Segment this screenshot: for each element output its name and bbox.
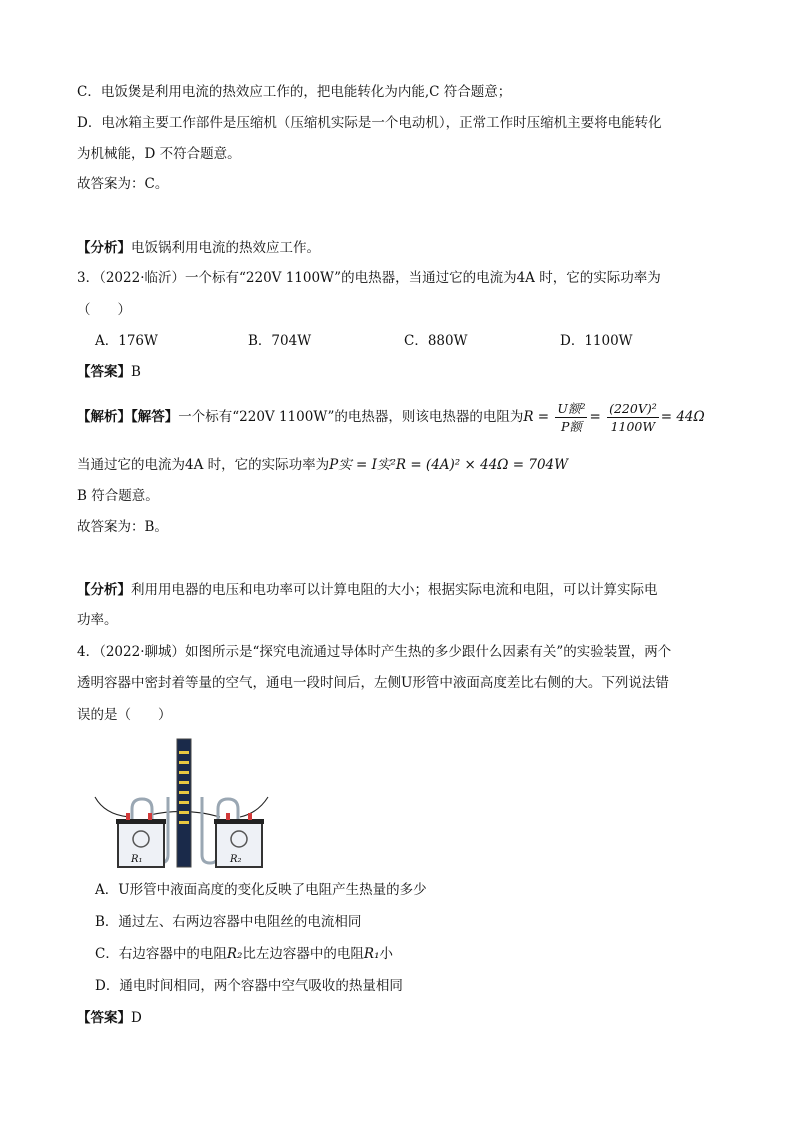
analysis-line-1: [77, 238, 320, 258]
analysis-text: 电饭锅利用电流的热效应工作。: [131, 240, 320, 256]
q3-blank: （ ）: [77, 302, 131, 318]
answer-line-b: 故答案为：B。: [77, 519, 168, 535]
formula-r-lhs: R =: [523, 409, 550, 425]
q4-option-b: B．通过左、右两边容器中电阻丝的电流相同: [95, 914, 362, 930]
lid-right: [214, 819, 264, 824]
terminal-left-2: [148, 813, 152, 820]
answer-value-q4: D: [131, 1010, 142, 1026]
q3-option-d: D．1100W: [560, 333, 633, 349]
q3-option-b: B．704W: [248, 333, 312, 349]
answer-value: B: [131, 364, 141, 380]
analysis-text-2: 利用用电器的电压和电功率可以计算电阻的大小；根据实际电流和电阻，可以计算实际电: [131, 582, 658, 598]
q4-option-c-pre: C．右边容器中的电阻: [95, 946, 227, 962]
q4-option-c-r1: R₁: [363, 946, 380, 962]
analysis-line-2: [77, 580, 658, 600]
solution-text: 一个标有“220V 1100W”的电热器，则该电热器的电阻为: [178, 409, 524, 425]
c-option-line: C．电饭煲是利用电流的热效应工作的，把电能转化为内能,C 符合题意；: [77, 84, 512, 100]
d-option-line-2: 为机械能，D 不符合题意。: [77, 146, 241, 162]
answer-line-c: 故答案为：C。: [77, 176, 169, 192]
fraction-2-denominator: 1100W: [610, 419, 656, 434]
answer-tag: 【答案】: [77, 364, 131, 380]
analysis-tag: 【分析】: [77, 240, 131, 256]
q4-option-d: D．通电时间相同，两个容器中空气吸收的热量相同: [95, 978, 403, 994]
q3-b-match-line: B 符合题意。: [77, 488, 159, 504]
lid-left: [116, 819, 166, 824]
q3-stem: 3．（2022·临沂）一个标有“220V 1100W”的电热器，当通过它的电流为4A 时，它的实际功率为: [77, 270, 661, 286]
label-r2: R₂: [230, 854, 242, 865]
analysis-line-2b: 功率。: [77, 612, 118, 628]
answer-tag-q4: 【答案】: [77, 1010, 131, 1026]
fraction-1-denominator: P额: [560, 419, 582, 434]
experiment-figure: [90, 737, 280, 872]
terminal-right-2: [248, 813, 252, 820]
q4-stem-1: 4．（2022·聊城）如图所示是“探究电流通过导体时产生热的多少跟什么因素有关”的实验装置，两个: [77, 644, 672, 660]
q4-answer-line: [77, 1008, 142, 1028]
terminal-right: [226, 813, 230, 820]
d-option-line-1: D．电冰箱主要工作部件是压缩机（压缩机实际是一个电动机），正常工作时压缩机主要将电能转化: [77, 115, 662, 131]
formula-result: = 44Ω: [660, 409, 705, 425]
q3-solution-line: [77, 398, 705, 436]
terminal-left: [126, 813, 130, 820]
q4-option-c-r2: R₂: [226, 946, 243, 962]
analysis-tag-2: 【分析】: [77, 582, 131, 598]
formula-power: P实 = I实²R = (4A)² × 44Ω = 704W: [329, 457, 569, 473]
q3-actual-power-line: [77, 455, 568, 475]
q3-option-a: A．176W: [95, 333, 158, 349]
q4-stem-3: 误的是（ ）: [77, 707, 172, 723]
fraction-2-numerator: (220V)²: [609, 401, 657, 416]
fraction-1-numerator: U额²: [557, 401, 586, 416]
solution-tag: 【解析】【解答】: [77, 409, 179, 425]
formula-fraction-2: [607, 400, 659, 435]
q3-option-c: C．880W: [404, 333, 468, 349]
label-r1: R₁: [131, 854, 143, 865]
q3-answer-line: [77, 362, 141, 382]
q4-option-c-mid: 比左边容器中的电阻: [242, 946, 364, 962]
q4-option-c: [95, 944, 393, 964]
formula-eq: =: [589, 409, 601, 425]
formula-fraction-1: [555, 400, 587, 435]
actual-power-text: 当通过它的电流为4A 时，它的实际功率为: [77, 457, 330, 473]
q4-stem-2: 透明容器中密封着等量的空气，通电一段时间后，左侧U形管中液面高度差比右侧的大。下列说法错: [77, 675, 669, 691]
q4-option-c-post: 小: [379, 946, 393, 962]
q4-option-a: A．U形管中液面高度的变化反映了电阻产生热量的多少: [95, 882, 427, 898]
